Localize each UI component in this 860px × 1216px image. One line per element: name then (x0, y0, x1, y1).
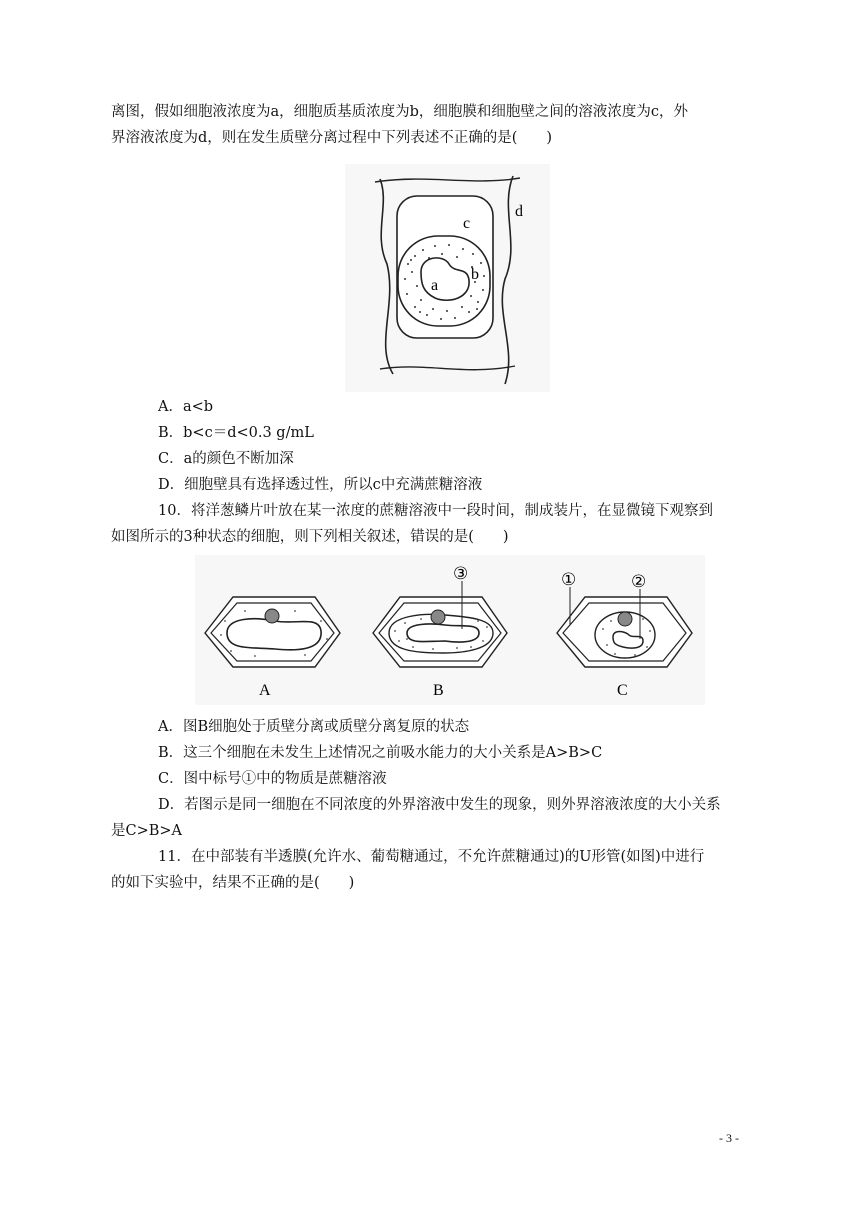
q10-option-d-cont: 是C>B>A (111, 823, 183, 839)
mark-2: ② (631, 572, 647, 591)
q9-stem-line2: 界溶液浓度为d，则在发生质壁分离过程中下列表述不正确的是( ) (111, 130, 553, 146)
label-C: C (617, 682, 628, 699)
q10-option-c: C．图中标号①中的物质是蔗糖溶液 (158, 771, 387, 787)
label-b: b (471, 266, 479, 283)
mark-3: ③ (453, 564, 469, 583)
label-B: B (433, 682, 444, 699)
q11-stem-line2: 的如下实验中，结果不正确的是( ) (111, 875, 355, 891)
page-number: - 3 - (719, 1131, 739, 1145)
mark-1: ① (561, 570, 577, 589)
q9-option-d: D．细胞壁具有选择透过性，所以c中充满蔗糖溶液 (158, 477, 483, 493)
q9-option-c: C．a的颜色不断加深 (158, 451, 294, 467)
q10-option-a: A．图B细胞处于质壁分离或质壁分离复原的状态 (158, 719, 470, 735)
q10-option-d: D．若图示是同一细胞在不同浓度的外界溶液中发生的现象，则外界溶液浓度的大小关系 (158, 797, 721, 813)
q9-option-b: B．b<c＝d<0.3 g/mL (158, 425, 314, 441)
q9-stem-line1: 离图，假如细胞液浓度为a，细胞质基质浓度为b，细胞膜和细胞壁之间的溶液浓度为c，外 (111, 104, 689, 120)
label-d: d (515, 203, 523, 220)
label-c: c (463, 215, 471, 232)
q11-stem-line1: 11．在中部装有半透膜(允许水、葡萄糖通过，不允许蔗糖通过)的U形管(如图)中进行 (158, 849, 705, 865)
label-A: A (259, 682, 271, 699)
label-a: a (431, 277, 439, 294)
q10-option-b: B．这三个细胞在未发生上述情况之前吸水能力的大小关系是A>B>C (158, 745, 603, 761)
q10-stem-line1: 10．将洋葱鳞片叶放在某一浓度的蔗糖溶液中一段时间，制成装片，在显微镜下观察到 (158, 503, 713, 519)
q9-option-a: A．a<b (158, 399, 214, 415)
q9-plasmolysis-figure (345, 164, 550, 392)
q10-stem-line2: 如图所示的3种状态的细胞，则下列相关叙述，错误的是( ) (111, 529, 509, 545)
q10-cells-figure (195, 555, 705, 705)
